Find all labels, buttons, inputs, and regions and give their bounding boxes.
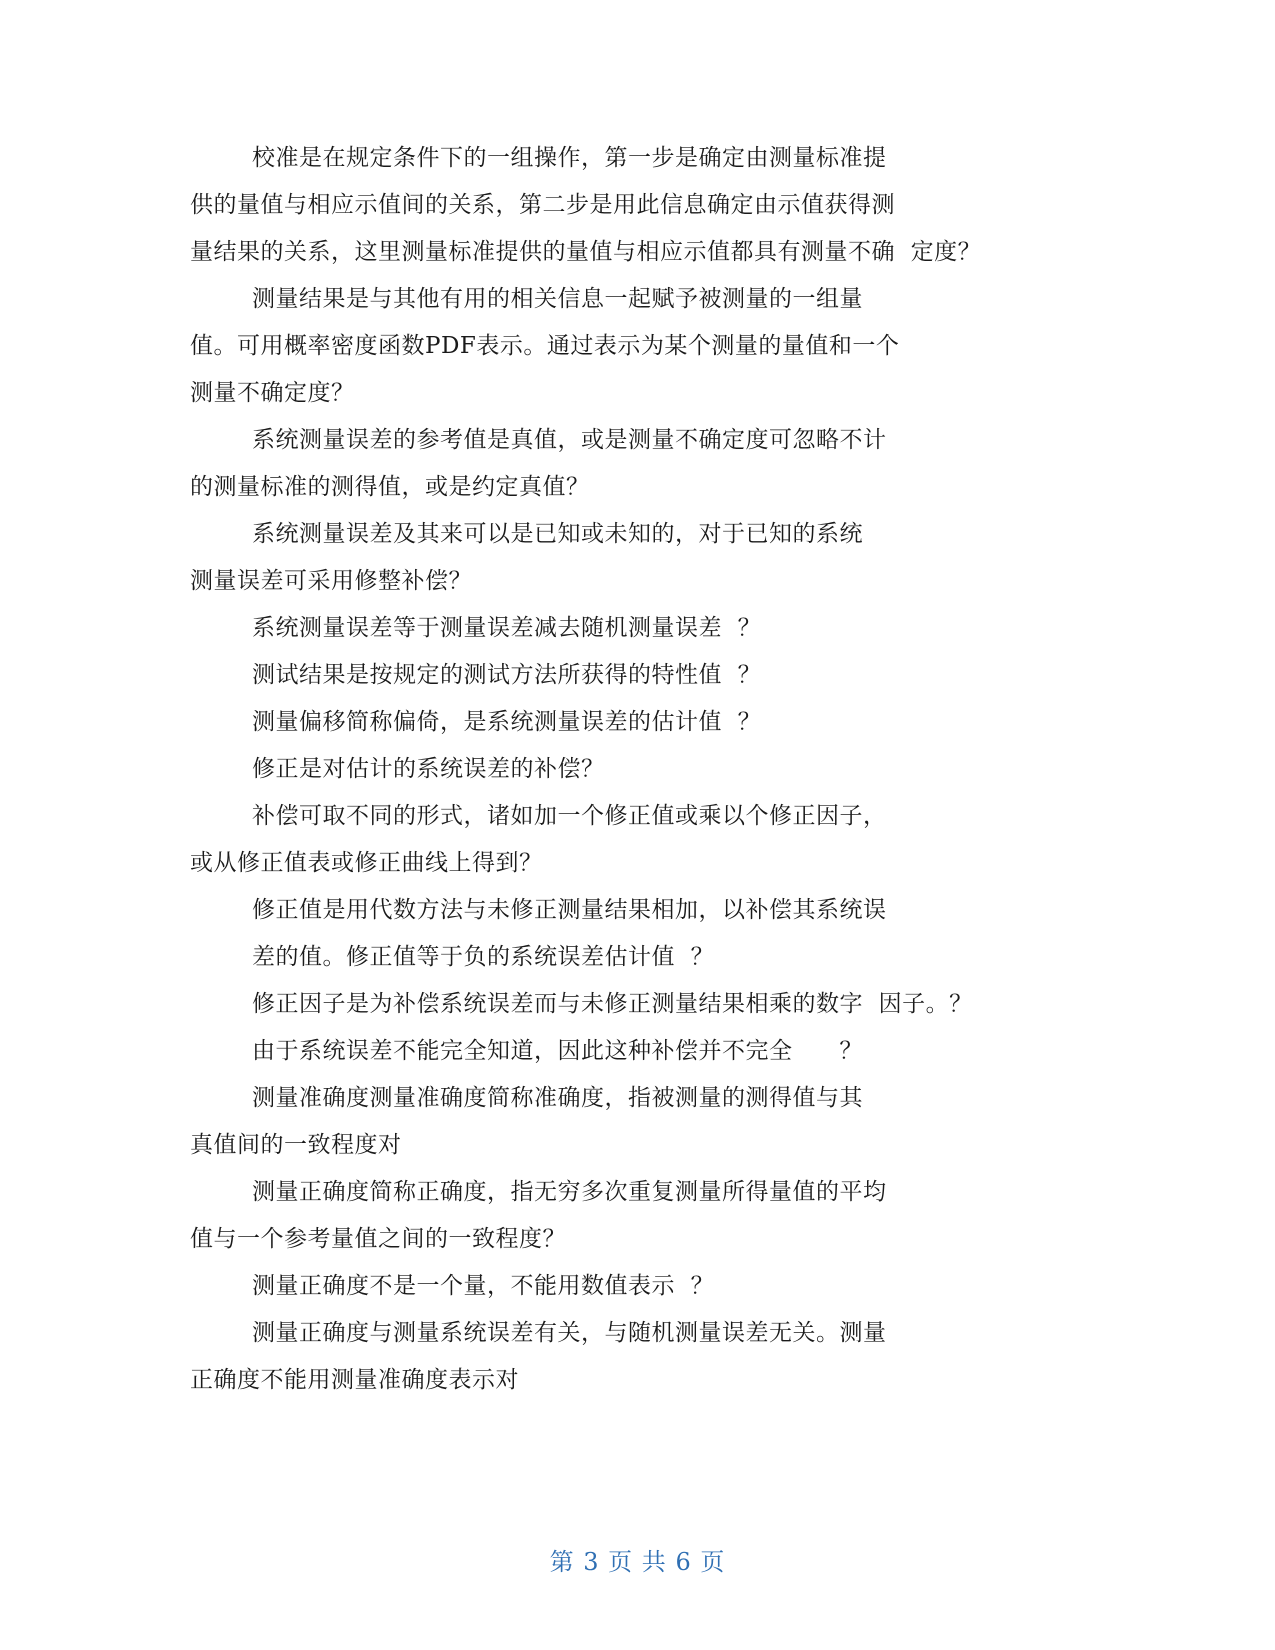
paragraph-line: 测量不确定度？ [190,380,355,406]
paragraph-line: 值。可用概率密度函数PDF表示。通过表示为某个测量的量值和一个 [190,333,900,359]
paragraph-line: 系统测量误差等于测量误差减去随机测量误差 ？ [252,615,762,641]
paragraph-line: 测量结果是与其他有用的相关信息一起赋予被测量的一组量 [252,286,863,312]
paragraph-line: 测量正确度不是一个量，不能用数值表示 ？ [252,1273,715,1299]
paragraph-line: 测量准确度测量准确度简称准确度，指被测量的测得值与其 [252,1085,863,1111]
paragraph-line: 由于系统误差不能完全知道，因此这种补偿并不完全 ？ [252,1038,863,1064]
paragraph-line: 测量误差可采用修整补偿？ [190,568,472,594]
paragraph-line: 值与一个参考量值之间的一致程度？ [190,1226,566,1252]
paragraph-line: 测试结果是按规定的测试方法所获得的特性值 ？ [252,662,762,688]
page-number-footer: 第 3 页 共 6 页 [549,1548,726,1576]
paragraph-line: 修正值是用代数方法与未修正测量结果相加，以补偿其系统误 [252,897,887,923]
paragraph-line: 或从修正值表或修正曲线上得到？ [190,850,543,876]
paragraph-line: 校准是在规定条件下的一组操作，第一步是确定由测量标准提 [252,145,887,171]
paragraph-line: 补偿可取不同的形式，诸如加一个修正值或乘以个修正因子， [252,803,887,829]
paragraph-line: 测量偏移简称偏倚，是系统测量误差的估计值 ？ [252,709,762,735]
paragraph-line: 供的量值与相应示值间的关系，第二步是用此信息确定由示值获得测 [190,192,895,218]
paragraph-line: 测量正确度与测量系统误差有关，与随机测量误差无关。测量 [252,1320,887,1346]
paragraph-line: 系统测量误差的参考值是真值，或是测量不确定度可忽略不计 [252,427,887,453]
paragraph-line: 正确度不能用测量准确度表示对 [190,1367,519,1393]
paragraph-line: 测量正确度简称正确度，指无穷多次重复测量所得量值的平均 [252,1179,887,1205]
paragraph-line: 真值间的一致程度对 [190,1132,402,1158]
paragraph-line: 量结果的关系，这里测量标准提供的量值与相应示值都具有测量不确 定度？ [190,239,982,265]
paragraph-line: 差的值。修正值等于负的系统误差估计值 ？ [252,944,715,970]
paragraph-line: 系统测量误差及其来可以是已知或未知的，对于已知的系统 [252,521,863,547]
paragraph-line: 修正是对估计的系统误差的补偿？ [252,756,605,782]
paragraph-line: 的测量标准的测得值，或是约定真值？ [190,474,590,500]
paragraph-line: 修正因子是为补偿系统误差而与未修正测量结果相乘的数字 因子。？ [252,991,973,1017]
